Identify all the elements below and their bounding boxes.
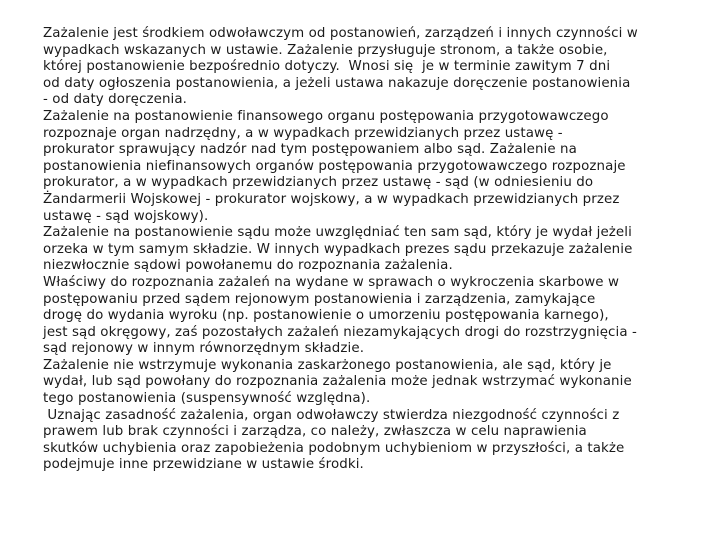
text-line: - od daty doręczenia. [43,92,188,108]
text-line: od daty ogłoszenia postanowienia, a jeżeli ustawa nakazuje doręczenie postanowienia [43,75,631,91]
text-line: rozpoznaje organ nadrzędny, a w wypadkach przewidzianych przez ustawę - [43,125,563,141]
text-line: drogę do wydania wyroku (np. postanowienie o umorzeniu postępowania karnego), [43,308,609,324]
text-line: wypadkach wskazanych w ustawie. Zażalenie przysługuje stronom, a także osobie, [43,42,608,58]
text-line: prokurator, a w wypadkach przewidzianych przez ustawę - sąd (w odniesieniu do [43,175,594,191]
paragraph-3 [43,225,683,275]
text-line: Żandarmerii Wojskowej - prokurator wojskowy, a w wypadkach przewidzianych przez [43,191,620,207]
text-line: Właściwy do rozpoznania zażaleń na wydane w sprawach o wykroczenia skarbowe w [43,274,620,290]
text-line: postępowaniu przed sądem rejonowym postanowienia i zarządzenia, zamykające [43,291,596,307]
text-line: Zażalenie na postanowienie sądu może uwzględniać ten sam sąd, który je wydał jeżeli [43,225,632,241]
text-body [43,26,683,474]
text-line: tego postanowienia (suspensywność względna). [43,391,371,407]
text-line: jest sąd okręgowy, zaś pozostałych zażaleń niezamykających drogi do rozstrzygnięcia - [43,324,637,340]
text-line: sąd rejonowy w innym równorzędnym składzie. [43,341,365,357]
text-line: ustawę - sąd wojskowy). [43,208,209,224]
paragraph-1 [43,26,683,109]
text-line: Zażalenie jest środkiem odwoławczym od postanowień, zarządzeń i innych czynności w [43,26,638,41]
text-line: Zażalenie na postanowienie finansowego organu postępowania przygotowawczego [43,108,609,124]
text-line: orzeka w tym samym składzie. W innych wypadkach prezes sądu przekazuje zażalenie [43,241,633,257]
text-line: której postanowienie bezpośrednio dotyczy. Wnosi się je w terminie zawitym 7 dni [43,59,611,75]
text-line: Zażalenie nie wstrzymuje wykonania zaskarżonego postanowienia, ale sąd, który je [43,357,612,373]
paragraph-2 [43,109,683,225]
text-line: prawem lub brak czynności i zarządza, co należy, zwłaszcza w celu naprawienia [43,424,587,440]
text-line: Uznając zasadność zażalenia, organ odwoławczy stwierdza niezgodność czynności z [43,407,620,423]
paragraph-5 [43,358,683,408]
text-line: podejmuje inne przewidziane w ustawie środki. [43,457,364,473]
text-line: postanowienia niefinansowych organów postępowania przygotowawczego rozpoznaje [43,158,626,174]
paragraph-4 [43,275,683,358]
text-line: niezwłocznie sądowi powołanemu do rozpoznania zażalenia. [43,258,453,274]
text-line: wydał, lub sąd powołany do rozpoznania zażalenia może jednak wstrzymać wykonanie [43,374,632,390]
text-line: skutków uchybienia oraz zapobieżenia podobnym uchybieniom w przyszłości, a także [43,440,625,456]
text-line: prokurator sprawujący nadzór nad tym postępowaniem albo sąd. Zażalenie na [43,142,577,158]
paragraph-6 [43,408,683,474]
